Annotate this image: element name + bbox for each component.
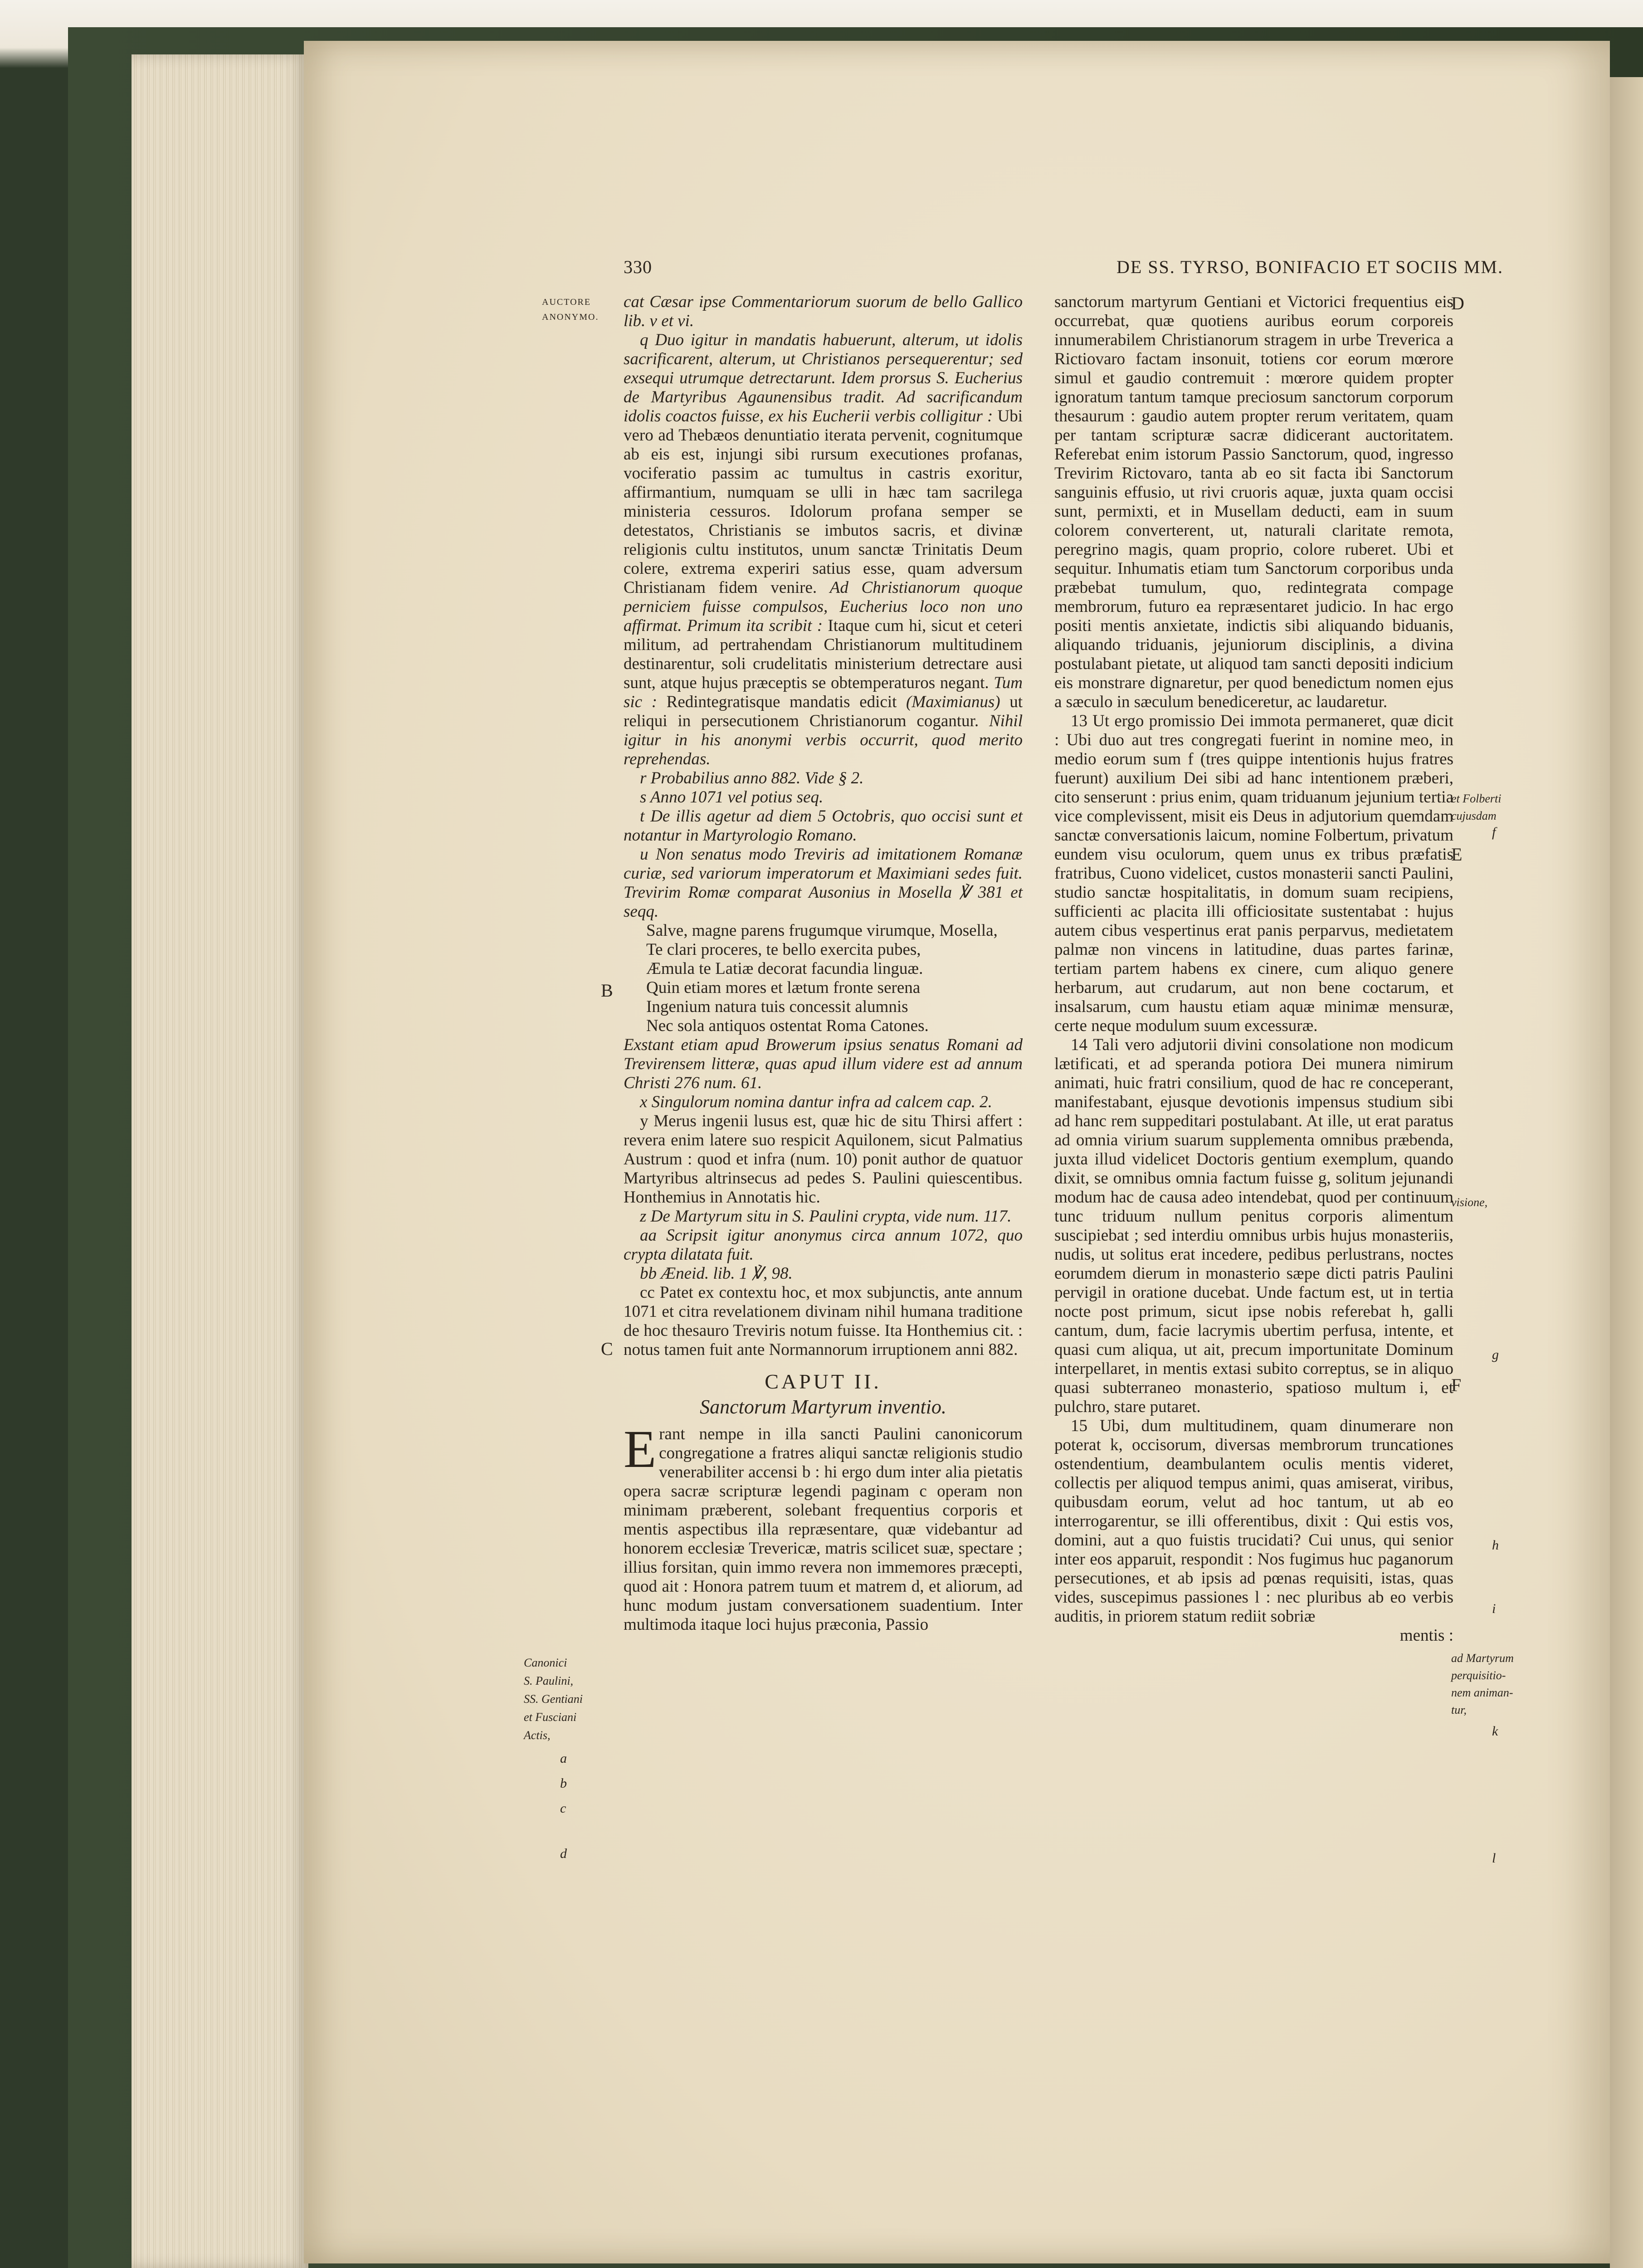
verse-line: Salve, magne parens frugumque virumque, Mosella, xyxy=(646,921,998,940)
note-z: z De Martyrum situ in S. Paulini crypta, vide num. 117. xyxy=(640,1207,1012,1226)
note-aa: aa Scripsit igitur anonymus circa annum 1072, quo crypta dilatata fuit. xyxy=(624,1226,1023,1264)
verse-line: Æmula te Latiæ decorat facundia linguæ. xyxy=(646,959,923,978)
verse-line: Nec sola antiquos ostentat Roma Catones. xyxy=(646,1017,929,1035)
ausonius-verse xyxy=(624,921,1023,1036)
margin-note-f: f xyxy=(1492,825,1496,840)
verse-line: Quin etiam mores et lætum fronte serena xyxy=(646,978,921,997)
note-t: t De illis agetur ad diem 5 Octobris, quo occisi sunt et notantur in Martyrologio Romano. xyxy=(624,807,1023,845)
note-q: q Duo igitur in mandatis habuerunt, alterum, ut idolis sacrificarent, alterum, ut Christianos persequerentur; sed exsequi utrumque detrectarunt. Idem prorsus S. Eucherius de Martyribus Agaunensibus tradit. Ad sacrificandum idolis coactos fuisse, ex his Eucherii verbis colligitur : Ubi vero ad Thebæos denuntiatio iterata pervenit, cognitumque ab eis est, injungi sibi rursum executiones profanas, vociferatio passim ac tumultus in castris exoritur, affirmantium, numquam se ulli in hæc tam sacrilega ministeria cessuros. Idolorum profana semper se detestatos, Christianis se imbutos sacris, et divinæ religionis cultu institutos, unum sanctæ Trinitatis Deum colere, extrema experiri satius esse, quam adversum Christianam fidem venire. Ad Christianorum quoque perniciem fuisse compulsos, Eucherius loco non uno affirmat. Primum ita scribit : Itaque cum hi, sicut et ceteri militum, ad pertrahendam Christianorum multitudinem destinarentur, soli crudelitatis ministerium detrectare ausi sunt, atque hujus præceptis se obtemperaturos negant. Tum sic : Redintegratisque mandatis edicit (Maximianus) ut reliqui in persecutionem Christianorum cogantur. Nihil igitur in his anonymi verbis occurrit, quod merito reprehendas. xyxy=(624,331,1023,768)
margin-note-k: k xyxy=(1492,1724,1498,1739)
margin-note-i: i xyxy=(1492,1601,1496,1616)
chapter-text: E rant nempe in illa sancti Paulini canonicorum congregatione a fratres aliqui sanctæ religionis studio venerabiliter accensi b : hi ergo dum inter alia pietatis opera sacræ scripturæ legendi paginam c operam non minimam præberent, solebant frequentius corporis et mentis aspectibus illa repræsentare, quæ videbantur ad honorem ecclesiæ Trevericæ, matris scilicet suæ, spectare ; illius forsitan, quin immo revera non immemores præcepti, quod ait : Honora patrem tuum et matrem d, et aliorum, ad hunc modum justam conversationem suadentium. Inter multimoda itaque loci hujus præconia, Passio xyxy=(624,1419,1023,1634)
verse-line: Ingenium natura tuis concessit alumnis xyxy=(646,997,908,1016)
note-y: y Merus ingenii lusus est, quæ hic de situ Thirsi affert : revera enim latere suo respicit Aquilonem, sicut Palmatius Austrum : quod et infra (num. 10) ponit author de quatuor Martyribus altrinsecus ad pedes S. Paulini quiescentibus. Honthemius in Annotatis hic. xyxy=(624,1112,1023,1207)
page-number: 330 xyxy=(624,257,652,277)
margin-note-h: h xyxy=(1492,1538,1499,1553)
catchword: mentis : xyxy=(1399,1626,1453,1645)
margin-letter-b: B xyxy=(601,980,613,1001)
running-head xyxy=(624,256,1503,284)
paragraph-15: 15 Ubi, dum multitudinem, quam dinumerare non poterat k, occisorum, diversas membrorum truncationes ostendentium, deambulantem oculis mentis videret, collectis per aliquod tempus animi, quas amiserat, viribus, quibusdam eorum, velut ad hoc tantum, ut ab eo interrogarentur, se illi offerentibus, dixit : Qui estis vos, domini, aut a quo fuistis trucidati? Cui unus, qui senior inter eos apparuit, respondit : Nos fugimus huc paganorum persecutiones, et ab ipsis ad pœnas requisiti, istas, quas vides, suscepimus passiones l : nec pluribus ab eo verbis auditis, in priorem statum rediit sobriæ xyxy=(1054,1417,1453,1626)
note-s: s Anno 1071 vel potius seq. xyxy=(640,788,824,807)
margin-note-l: l xyxy=(1492,1851,1496,1866)
margin-auctore: AUCTORE xyxy=(542,297,591,307)
running-title: DE SS. TYRSO, BONIFACIO ET SOCIIS MM. xyxy=(1116,257,1503,277)
margin-cujusdam: cujusdam xyxy=(1451,809,1497,822)
margin-folberti: et Folberti xyxy=(1451,792,1502,805)
paragraph-13: 13 Ut ergo promissio Dei immota permaneret, quæ dicit : Ubi duo aut tres congregati fuerint in nomine meo, in medio eorum sum f (tres quippe intentionis hujus fratres fuerunt) auxilium Dei sibi ad hanc intentionem præberi, cito senserunt : prius enim, quam triduanum jejunium tertia vice complevissent, misit eis Deus in adjutorium quemdam sanctæ conversationis laicum, nomine Folbertum, privatum eundem visu oculorum, quem unus ex tribus præfatis fratribus, Cuono videlicet, custos monasterii sancti Paulini, studio sanctæ hospitalitatis, in domum suam recipiens, sufficienti ac placita illi officiositate sustentabat : hujus autem cibus vespertinus erat panis perparvus, medietatem palmæ non vincens in latitudine, duas partes farinæ, tertiam partem habens ex cinere, cum aliquo genere herbarum, aut crudarum, aut non bene coctarum, et insalsarum, cum haustu etiam aquæ minimæ mensuræ, certe neque modulum suum excessuræ. xyxy=(1054,712,1453,1035)
margin-letter-f: F xyxy=(1451,1375,1462,1395)
margin-note-c: c xyxy=(560,1801,566,1816)
paragraph-passio: sanctorum martyrum Gentiani et Victorici frequentius eis occurrebat, quæ quotiens auribus eorum corporeis innumerabilem Christianorum stragem in urbe Treverica a Rictiovaro factam insonuit, totiens cor eorum mœrore simul et gaudio contremuit : mœrore quidem propter ignoratum tantum tamque preciosum sanctorum corporum thesaurum : gaudio autem propter rerum veritatem, quam per tantam scripturæ sacræ didicerant auctoritatem. Referebat enim istorum Passio Sanctorum, quod, ingresso Trevirim Rictovaro, tanta ab eo sit facta ibi Sanctorum sanguinis effusio, ut rivi cruoris aquæ, juxta quam occisi sunt, permixti, et in Musellam deducti, eam in suum colorem converterent, ut, naturali claritate remota, peregrino magis, quam proprio, colore ruberet. Ubi et sequitur. Inhumatis etiam tum Sanctorum corporibus unda præbebat tumulum, quo, redintegrata compage membrorum, futuro ea repræsentaret judicio. In hac ergo positi mentis anxietate, indictis sibi aliquando biduanis, aliquando triduanis, jejuniorum disciplinis, a divina postulabant pietate, ut aliquod tam sancti depositi indicium eis monstrare dignaretur, per quod benedictum nomen ejus a sæculo in sæculum benediceretur, ac laudaretur. xyxy=(1054,293,1453,711)
note-u: u Non senatus modo Treviris ad imitationem Romanæ curiæ, sed variorum imperatorum et Maximiani sedes fuit. Trevirim Romæ comparat Ausonius in Mosella ℣ 381 et seqq. xyxy=(624,845,1023,921)
note-x: x Singulorum nomina dantur infra ad calcem cap. 2. xyxy=(640,1093,992,1111)
right-column xyxy=(1054,293,1453,1645)
paragraph-caesar: cat Cæsar ipse Commentariorum suorum de bello Gallico lib. v et vi. xyxy=(624,293,1023,330)
margin-note-a: a xyxy=(560,1751,567,1766)
chapter-subtitle: Sanctorum Martyrum inventio. xyxy=(700,1396,946,1418)
margin-letter-e: E xyxy=(1451,844,1463,865)
next-page-edge xyxy=(1610,77,1643,2268)
verse-line: Te clari proceres, te bello exercita pubes, xyxy=(646,940,921,959)
margin-note-d: d xyxy=(560,1846,567,1861)
margin-note-b: b xyxy=(560,1776,567,1791)
drop-cap: E xyxy=(624,1419,657,1479)
margin-note-g: g xyxy=(1492,1347,1499,1362)
chapter-title: CAPUT II. xyxy=(765,1370,882,1393)
left-column xyxy=(624,293,1023,1634)
note-cc: cc Patet ex contextu hoc, et mox subjunctis, ante annum 1071 et citra revelationem divinam nihil humana traditione de hoc thesauro Treviris notum fuisse. Ita Honthemius cit. : notus tamen fuit ante Normannorum irruptionem anni 882. xyxy=(624,1283,1023,1359)
margin-anonymo: ANONYMO. xyxy=(542,312,599,322)
note-exstant: Exstant etiam apud Browerum ipsius senatus Romani ad Trevirensem litteræ, quas apud illum videre est ad annum Christi 276 num. 61. xyxy=(624,1036,1023,1092)
margin-letter-d: D xyxy=(1451,293,1464,313)
paragraph-14: 14 Tali vero adjutorii divini consolatione non modicum lætificati, et ad speranda potiora Dei munera nimirum animati, huic fratri consilium, quod de hac re conceperant, manifestabant, ejusque devotionis impensus studium sibi ad hanc rem suppeditari postulabant. At ille, ut erat paratus ad omnia virium suarum supplementa omnibus præbenda, juxta illud videlicet Doctoris gentium exemplum, quando dixit, se omnibus omnia factum fuisse g, solitum jejunandi modum hac de causa adeo intendebat, quod per continuum tunc triduum nullum penitus corporis alimentum suscipiebat ; sed interdiu omnibus urbis hujus monasteriis, nudis, ut solitus erat incedere, pedibus perlustrans, noctes eorumdem dierum in monasterio sæpe dicti patris Paulini pervigil in oratione ducebat. Unde factum est, ut in tertia nocte post primum, sicut ipse nobis referebat h, galli cantum, dum, facie lacrymis ubertim perfusa, intente, et quasi cum aliqua, ut ait, precum importunitate Dominum interpellaret, in mentis extasi subito correptus, se in aliquo quasi subterraneo monasterio, spatioso multum i, et pulchro, stare putaret. xyxy=(1054,1036,1453,1416)
margin-visione: visione, xyxy=(1451,1196,1488,1209)
margin-letter-c: C xyxy=(601,1339,613,1359)
page-edges xyxy=(132,54,308,2268)
note-r: r Probabilius anno 882. Vide § 2. xyxy=(640,769,864,787)
note-bb: bb Æneid. lib. 1 ℣, 98. xyxy=(640,1264,793,1283)
